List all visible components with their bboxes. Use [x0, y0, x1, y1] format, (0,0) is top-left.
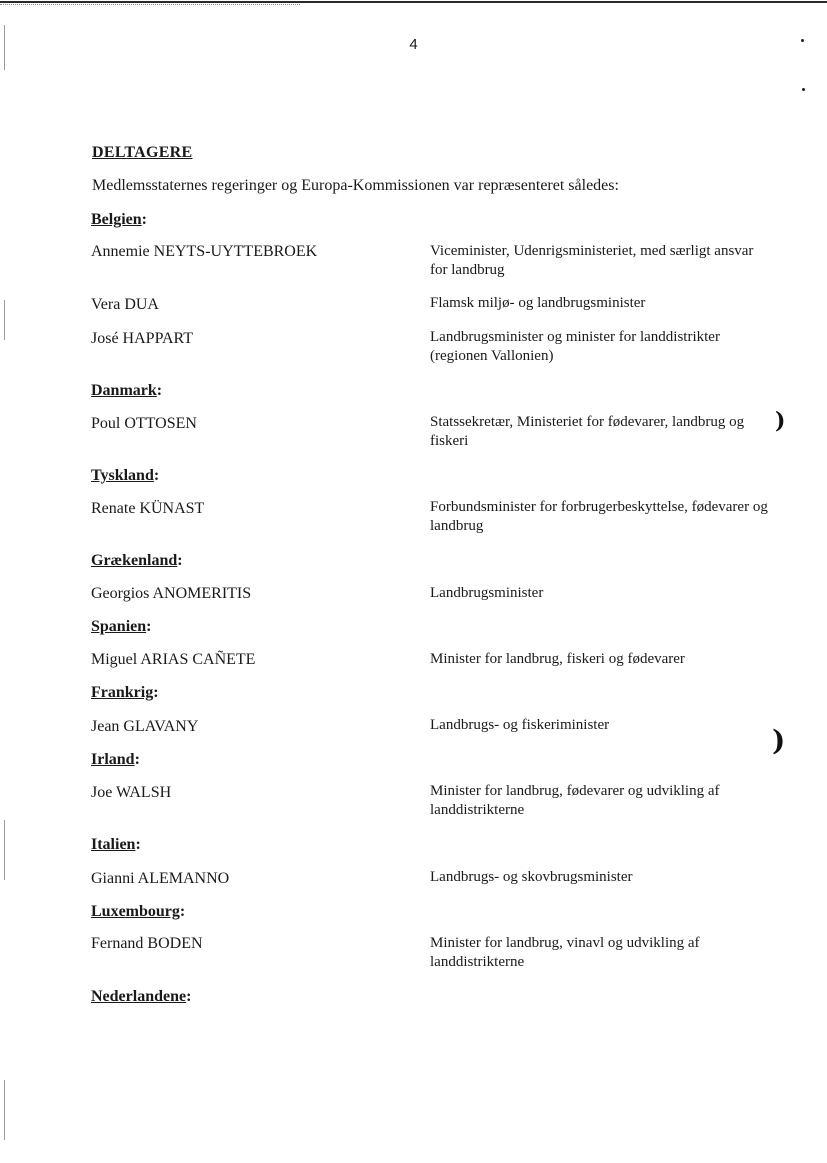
country-heading-tyskland: Tyskland:	[91, 467, 160, 484]
country-heading-nederlandene: Nederlandene:	[91, 988, 192, 1005]
participant-role: Flamsk miljø- og landbrugsminister	[430, 295, 646, 311]
country-heading-italien: Italien:	[91, 836, 141, 853]
section-heading: DELTAGERE	[92, 144, 193, 161]
participant-name: Georgios ANOMERITIS	[91, 585, 252, 602]
scan-edge-mark	[4, 820, 5, 880]
participant-name: Vera DUA	[91, 296, 159, 313]
participant-role: Landbrugs- og fiskeriminister	[430, 717, 610, 733]
participant-name: Poul OTTOSEN	[91, 415, 197, 432]
participant-name: Fernand BODEN	[91, 935, 203, 952]
country-heading-danmark: Danmark:	[91, 382, 163, 399]
participant-name: Renate KÜNAST	[91, 500, 205, 517]
country-heading-luxembourg: Luxembourg:	[91, 903, 186, 920]
scan-dot	[802, 88, 805, 91]
participant-role: Landbrugsminister og minister for landdistrikter (regionen Vallonien)	[430, 329, 720, 364]
intro-text: Medlemsstaternes regeringer og Europa-Kommissionen var repræsenteret således:	[92, 177, 619, 194]
participant-role: Landbrugsminister	[430, 585, 544, 601]
participant-role: Forbundsminister for forbrugerbeskyttelse, fødevarer og landbrug	[430, 499, 768, 534]
participant-name: José HAPPART	[91, 330, 194, 347]
country-heading-belgien: Belgien:	[91, 211, 147, 228]
scan-border-line	[0, 1, 827, 3]
participant-name: Jean GLAVANY	[91, 718, 199, 735]
country-heading-frankrig: Frankrig:	[91, 684, 159, 701]
scan-edge-mark	[4, 300, 5, 340]
scan-edge-mark	[4, 1080, 5, 1140]
page-number: 4	[409, 36, 418, 53]
participant-name: Miguel ARIAS CAÑETE	[91, 651, 256, 668]
scan-border-dashes	[0, 4, 300, 5]
participant-name: Annemie NEYTS-UYTTEBROEK	[91, 243, 318, 260]
punch-hole-mark: )	[775, 408, 786, 434]
country-heading-irland: Irland:	[91, 751, 140, 768]
participant-role: Minister for landbrug, vinavl og udvikling af landdistrikterne	[430, 935, 700, 970]
participant-name: Joe WALSH	[91, 784, 172, 801]
country-heading-spanien: Spanien:	[91, 618, 152, 635]
participant-role: Minister for landbrug, fiskeri og fødevarer	[430, 651, 685, 667]
participant-name: Gianni ALEMANNO	[91, 870, 230, 887]
participant-role: Landbrugs- og skovbrugsminister	[430, 869, 633, 885]
country-heading-graekenland: Grækenland:	[91, 552, 183, 569]
punch-hole-mark: )	[772, 724, 786, 757]
participant-role: Viceminister, Udenrigsministeriet, med særligt ansvar for landbrug	[430, 243, 754, 278]
participant-role: Minister for landbrug, fødevarer og udvikling af landdistrikterne	[430, 783, 720, 818]
participant-role: Statssekretær, Ministeriet for fødevarer, landbrug og fiskeri	[430, 414, 745, 449]
